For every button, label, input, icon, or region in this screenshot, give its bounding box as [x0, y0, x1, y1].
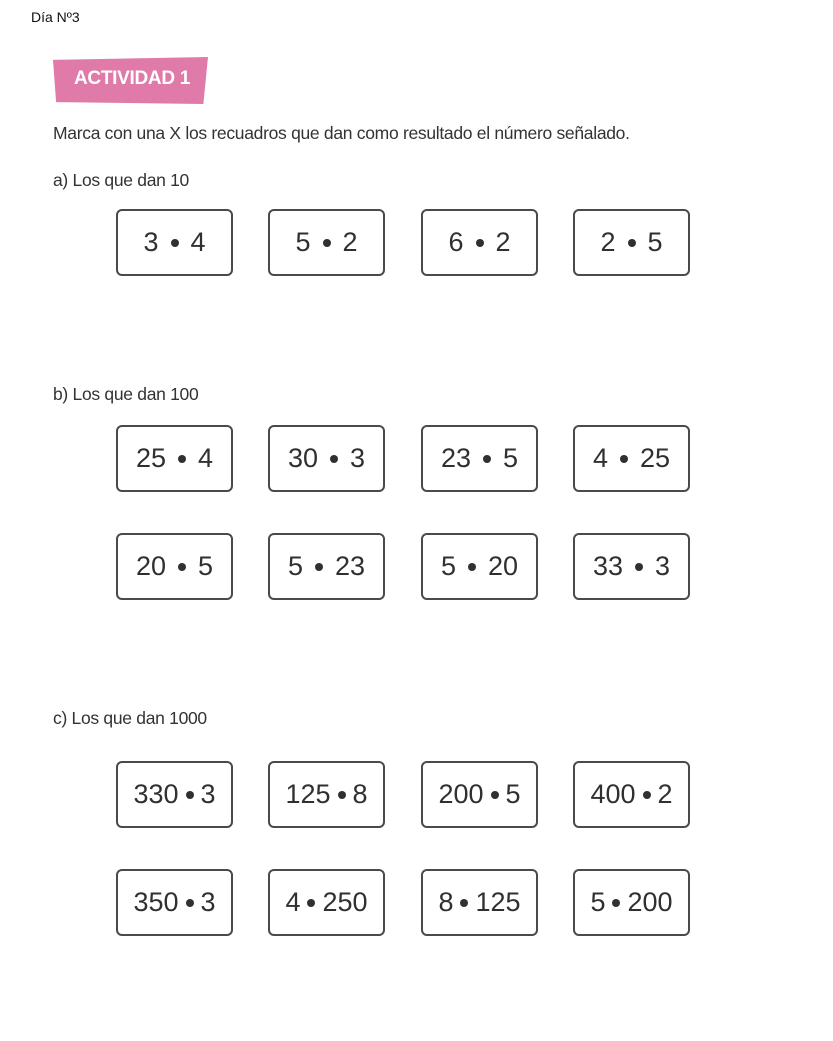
answer-box[interactable]: [268, 761, 385, 828]
multiply-dot-icon: [323, 239, 331, 247]
factor-right: 2: [342, 227, 358, 257]
answer-box[interactable]: [421, 533, 538, 600]
multiply-dot-icon: [178, 563, 186, 571]
multiply-dot-icon: [186, 899, 194, 907]
factor-left: 30: [287, 443, 318, 473]
factor-left: 23: [440, 443, 471, 473]
multiply-dot-icon: [468, 563, 476, 571]
activity-title: ACTIVIDAD 1: [74, 68, 190, 89]
answer-box[interactable]: [421, 761, 538, 828]
answer-box[interactable]: [421, 209, 538, 276]
answer-box[interactable]: [116, 869, 233, 936]
factor-left: 5: [287, 551, 303, 581]
answer-box[interactable]: [116, 425, 233, 492]
factor-right: 3: [350, 443, 366, 473]
multiply-dot-icon: [620, 455, 628, 463]
multiply-dot-icon: [315, 563, 323, 571]
factor-left: 350: [133, 887, 179, 917]
factor-left: 6: [448, 227, 464, 257]
multiply-dot-icon: [643, 791, 651, 799]
answer-box[interactable]: [421, 425, 538, 492]
multiply-dot-icon: [483, 455, 491, 463]
factor-right: 8: [352, 779, 368, 809]
factor-right: 5: [647, 227, 663, 257]
multiply-dot-icon: [612, 899, 620, 907]
factor-right: 23: [334, 551, 366, 581]
factor-left: 200: [438, 779, 484, 809]
factor-right: 125: [475, 887, 521, 917]
factor-right: 2: [495, 227, 511, 257]
answer-box[interactable]: [421, 869, 538, 936]
factor-right: 20: [487, 551, 519, 581]
section-label-b: b) Los que dan 100: [53, 384, 199, 404]
section-label-c: c) Los que dan 1000: [53, 708, 207, 728]
answer-box[interactable]: [573, 425, 690, 492]
answer-box[interactable]: [268, 533, 385, 600]
day-label: Día Nº3: [31, 9, 80, 25]
instruction-text: Marca con una X los recuadros que dan como resultado el número señalado.: [53, 123, 630, 143]
factor-right: 2: [657, 779, 673, 809]
factor-left: 330: [133, 779, 179, 809]
multiply-dot-icon: [476, 239, 484, 247]
factor-left: 5: [590, 887, 606, 917]
answer-box[interactable]: [268, 209, 385, 276]
factor-left: 33: [592, 551, 623, 581]
multiply-dot-icon: [635, 563, 643, 571]
answer-box[interactable]: [573, 209, 690, 276]
answer-box[interactable]: [116, 533, 233, 600]
factor-right: 5: [198, 551, 214, 581]
factor-left: 3: [143, 227, 159, 257]
factor-right: 250: [322, 887, 368, 917]
factor-left: 400: [590, 779, 636, 809]
factor-right: 5: [505, 779, 521, 809]
section-label-a: a) Los que dan 10: [53, 170, 189, 190]
multiply-dot-icon: [460, 899, 468, 907]
factor-right: 200: [627, 887, 673, 917]
factor-left: 4: [592, 443, 608, 473]
multiply-dot-icon: [307, 899, 315, 907]
factor-right: 3: [200, 779, 216, 809]
factor-left: 8: [438, 887, 454, 917]
answer-box[interactable]: [573, 533, 690, 600]
factor-right: 3: [655, 551, 671, 581]
answer-box[interactable]: [268, 869, 385, 936]
factor-right: 4: [198, 443, 214, 473]
multiply-dot-icon: [338, 791, 346, 799]
factor-left: 25: [135, 443, 166, 473]
multiply-dot-icon: [186, 791, 194, 799]
multiply-dot-icon: [171, 239, 179, 247]
factor-right: 3: [200, 887, 216, 917]
factor-left: 4: [285, 887, 301, 917]
factor-left: 2: [600, 227, 616, 257]
multiply-dot-icon: [178, 455, 186, 463]
multiply-dot-icon: [330, 455, 338, 463]
factor-right: 25: [639, 443, 671, 473]
answer-box[interactable]: [573, 869, 690, 936]
answer-box[interactable]: [116, 761, 233, 828]
factor-right: 4: [190, 227, 206, 257]
multiply-dot-icon: [491, 791, 499, 799]
factor-left: 20: [135, 551, 166, 581]
factor-left: 5: [295, 227, 311, 257]
answer-box[interactable]: [116, 209, 233, 276]
multiply-dot-icon: [628, 239, 636, 247]
answer-box[interactable]: [573, 761, 690, 828]
factor-left: 5: [440, 551, 456, 581]
answer-box[interactable]: [268, 425, 385, 492]
factor-right: 5: [503, 443, 519, 473]
factor-left: 125: [285, 779, 331, 809]
